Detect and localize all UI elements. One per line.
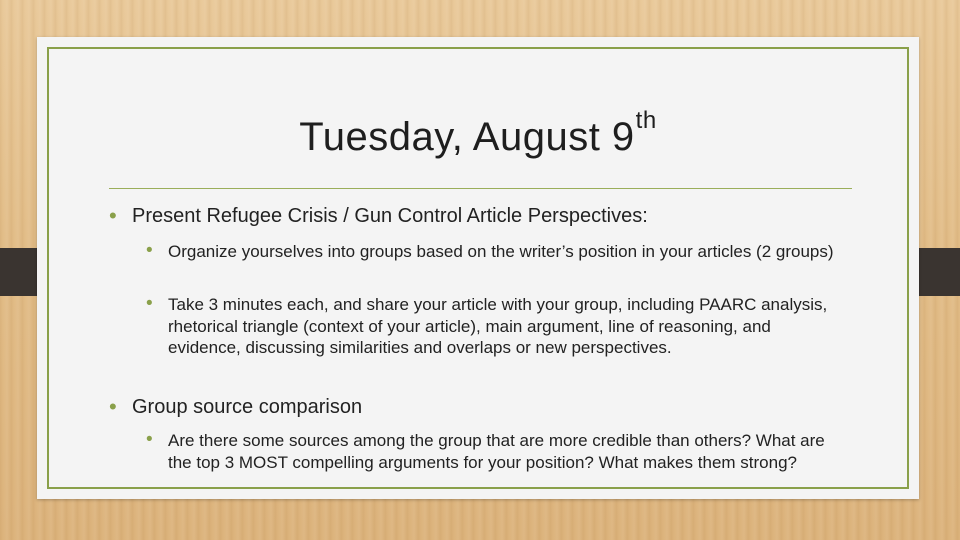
slide-title-superscript: th	[635, 107, 657, 134]
sub-bullet-item	[146, 429, 848, 473]
bullet-item	[109, 394, 892, 419]
left-decorative-tab	[0, 248, 40, 296]
slide-card	[37, 37, 919, 499]
bullet-text: Group source comparison	[132, 396, 363, 418]
sub-bullet-item	[146, 293, 848, 359]
sub-bullet-icon: •	[146, 293, 153, 314]
slide-title-text: Tuesday, August 9	[299, 115, 635, 159]
bullet-icon: •	[109, 203, 117, 228]
sub-bullet-text: Take 3 minutes each, and share your article with your group, including PAARC analysis, rhetorical triangle (context of your article), main argument, line of reasoning, and evidence, discussing similarities and overlaps or new perspectives.	[168, 295, 828, 357]
bullet-text: Present Refugee Crisis / Gun Control Article Perspectives:	[132, 205, 648, 227]
slide-title	[37, 107, 919, 160]
bullet-item	[109, 203, 892, 228]
sub-bullet-item	[146, 240, 848, 263]
sub-bullet-icon: •	[146, 429, 153, 450]
bullet-icon: •	[109, 394, 117, 419]
sub-bullet-text: Organize yourselves into groups based on the writer’s position in your articles (2 groups)	[168, 242, 834, 261]
title-divider	[109, 188, 852, 189]
sub-bullet-text: Are there some sources among the group that are more credible than others? What are the top 3 MOST compelling arguments for your position? What makes them strong?	[168, 431, 825, 472]
sub-bullet-icon: •	[146, 240, 153, 261]
